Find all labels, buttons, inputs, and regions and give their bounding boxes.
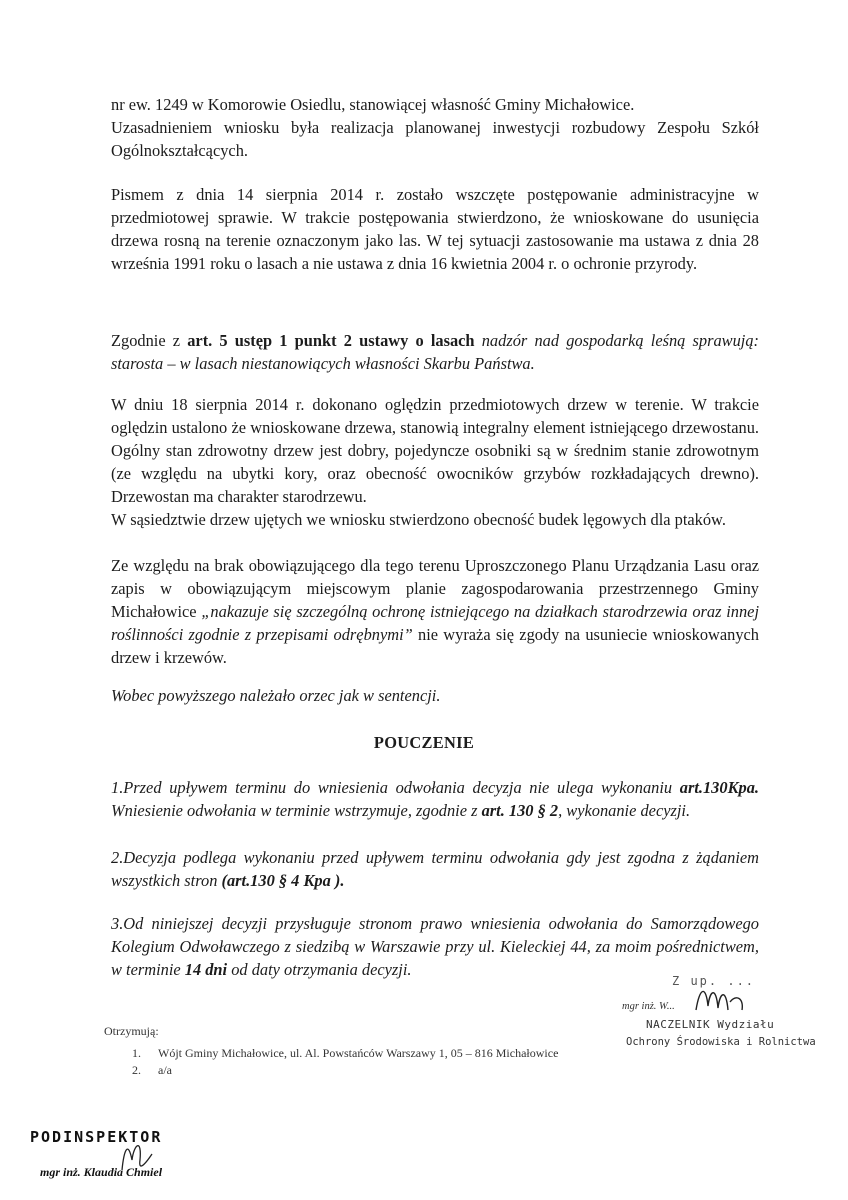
intro-line-1: nr ew. 1249 w Komorowie Osiedlu, stanowiącej własność Gminy Michałowice. [111, 95, 635, 114]
instruction-3-a: 3.Od niniejszej decyzji przysługuje stronom prawo wniesienia odwołania do Samorządowego Kolegium Odwoławczego z siedzibą w Warszawie przy ul. Kieleckiej 44, za moim pośrednictwem, w terminie [111, 914, 759, 979]
signature-podinspektor [112, 1130, 162, 1180]
legal-basis-article: art. 5 ustęp 1 punkt 2 ustawy o lasach [187, 331, 475, 350]
paragraph-intro [111, 93, 759, 162]
legal-basis-lead: Zgodnie z [111, 331, 188, 350]
instruction-2-a: 2.Decyzja podlega wykonaniu przed upływem terminu odwołania gdy jest zgodna z żądaniem wszystkich stron [111, 848, 759, 890]
instruction-1-e: , wykonanie decyzji. [558, 801, 691, 820]
refusal-lead: Ze względu na brak obowiązującego dla tego terenu Uproszczonego Planu Urządzania Lasu oraz zapis w obowiązującym miejscowym planie zagospodarowania przestrzennego Gminy Michałowice [111, 556, 759, 621]
instruction-3-text [111, 912, 759, 981]
signature-naczelnik [690, 980, 750, 1020]
paragraph-refusal [111, 554, 759, 669]
intro-line-2: Uzasadnieniem wniosku była realizacja planowanej inwestycji rozbudowy Zespołu Szkół Ogólnokształcących. [111, 118, 759, 160]
instruction-1-text [111, 776, 759, 822]
recipient-2-number: 2. [132, 1063, 141, 1077]
instruction-1-a: 1.Przed upływem terminu do wniesienia odwołania decyzja nie ulega wykonaniu [111, 778, 680, 797]
recipient-1-number: 1. [132, 1046, 141, 1060]
paragraph-conclusion [111, 684, 759, 707]
instruction-1-d: art. 130 § 2 [481, 801, 559, 820]
recipients-label: Otrzymują: [104, 1024, 159, 1038]
instruction-3-c: od daty otrzymania decyzji. [227, 960, 412, 979]
instruction-3-b: 14 dni [184, 960, 228, 979]
inspection-birdboxes: W sąsiedztwie drzew ujętych we wniosku stwierdzono obecność budek lęgowych dla ptaków. [111, 510, 726, 529]
refusal-quote: „nakazuje się szczególną ochronę istniejącego na działkach starodrzewia oraz innej roślinności zgodnie z przepisami odrębnymi” [111, 602, 759, 644]
conclusion-text: Wobec powyższego należało orzec jak w sentencji. [111, 686, 441, 705]
paragraph-proceedings [111, 183, 759, 275]
section-title: POUCZENIE [373, 733, 475, 752]
refusal-tail: nie wyraża się zgody na usuniecie wnioskowanych drzew i krzewów. [111, 625, 759, 667]
legal-basis-text [111, 329, 759, 375]
refusal-text [111, 554, 759, 669]
instruction-2 [111, 846, 759, 892]
instruction-3 [111, 912, 759, 981]
stamp-podinspektor-name: mgr inż. Klaudia Chmiel [40, 1165, 163, 1179]
instruction-1-b: art.130Kpa. [679, 778, 759, 797]
instruction-2-text [111, 846, 759, 892]
legal-basis-quote: nadzór nad gospodarką leśną sprawują: starosta – w lasach niestanowiących własności Skarbu Państwa. [111, 331, 760, 373]
paragraph-inspection [111, 393, 759, 531]
recipient-2-text: a/a [158, 1063, 172, 1077]
stamp-line-1: Z up. ... [672, 974, 756, 988]
stamp-line-3: NACZELNIK Wydziału [646, 1018, 775, 1031]
instruction-1-c: Wniesienie odwołania w terminie wstrzymuje, zgodnie z [111, 801, 482, 820]
stamp-line-2: mgr inż. W... [622, 1001, 675, 1012]
proceedings-text: Pismem z dnia 14 sierpnia 2014 r. zostało wszczęte postępowanie administracyjne w przedmiotowej sprawie. W trakcie postępowania stwierdzono, że wnioskowane do usunięcia drzewa rosną na terenie oznaczonym jako las. W tej sytuacji zastosowanie ma ustawa z dnia 28 września 1991 roku o lasach a nie ustawa z dnia 16 kwietnia 2004 r. o ochronie przyrody. [111, 185, 759, 273]
inspection-text: W dniu 18 sierpnia 2014 r. dokonano oględzin przedmiotowych drzew w terenie. W trakcie oględzin ustalono że wnioskowane drzewa, stanowią integralny element istniejącego drzewostanu. Ogólny stan zdrowotny drzew jest dobry, pojedyncze osobniki są w średnim stanie zdrowotnym (ze względu na ubytki kory, oraz obecność owocników grzybów rozkładających drewno). Drzewostan ma charakter starodrzewu. [111, 395, 759, 506]
stamp-line-4: Ochrony Środowiska i Rolnictwa [626, 1036, 816, 1048]
recipient-1-text: Wójt Gminy Michałowice, ul. Al. Powstańców Warszawy 1, 05 – 816 Michałowice [158, 1046, 559, 1060]
instruction-2-b: (art.130 § 4 Kpa ). [221, 871, 345, 890]
stamp-podinspektor-title: PODINSPEKTOR [30, 1128, 163, 1146]
instruction-1 [111, 776, 759, 822]
paragraph-legal-basis [111, 329, 759, 375]
